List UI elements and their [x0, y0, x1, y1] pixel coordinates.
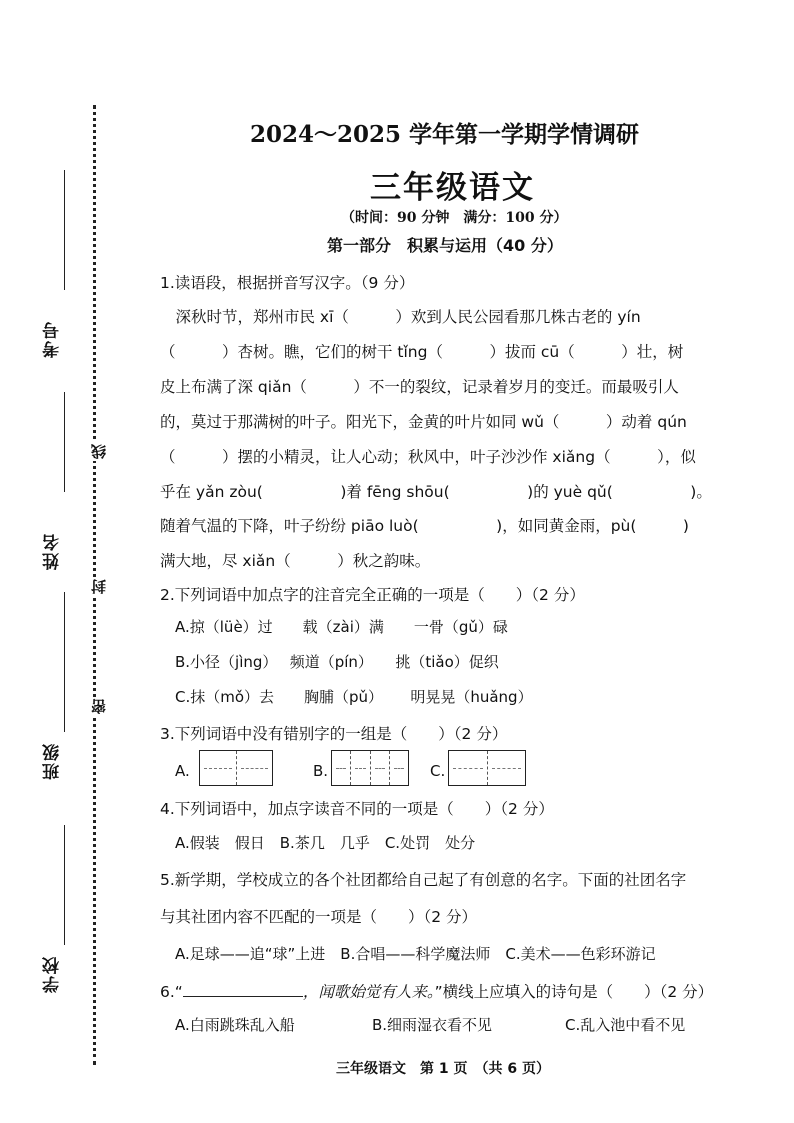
- seal-line-char: 线: [90, 444, 108, 459]
- q6-suffix: ”横线上应填入的诗句是（ ）（2 分）: [434, 983, 714, 1001]
- q3-box-c-cell: [449, 751, 488, 785]
- q4-options: A.假装 假日 B.茶几 几乎 C.处罚 处分: [175, 834, 476, 852]
- q3-word-box-b: [331, 750, 409, 786]
- q3-box-b-cell: [351, 751, 370, 785]
- name-line: [64, 392, 65, 492]
- q1-line-3: 皮上布满了深 qiǎn（ ）不一的裂纹，记录着岁月的变迁。而最吸引人: [160, 378, 679, 396]
- q3-label-b: B.: [313, 762, 329, 780]
- name-label: 姓名: [43, 532, 63, 570]
- q5-options: A.足球——追“球”上进 B.合唱——科学魔法师 C.美术——色彩环游记: [175, 945, 656, 963]
- q6-option-a: A.白雨跳珠乱入船: [175, 1016, 295, 1034]
- seal-feng-char: 封: [90, 579, 108, 594]
- q6-prefix: 6.“: [160, 983, 183, 1001]
- q1-line-4: 的，莫过于那满树的叶子。阳光下，金黄的叶片如同 wǔ（ ）动着 qún: [160, 413, 687, 431]
- q1-line-1: 深秋时节，郑州市民 xī（ ）欢到人民公园看那几株古老的 yín: [160, 308, 641, 326]
- q2-option-a: A.掠（lüè）过 载（zài）满 一骨（gǔ）碌: [175, 618, 508, 636]
- time-score: （时间：90 分钟 满分：100 分）: [341, 210, 568, 226]
- q6-quote: ，闻歌始觉有人来。: [302, 983, 435, 1001]
- q5-stem-1: 5.新学期，学校成立的各个社团都给自己起了有创意的名字。下面的社团名字: [160, 871, 687, 889]
- q2-option-b: B.小径（jìng） 频道（pín） 挑（tiǎo）促织: [175, 653, 499, 671]
- school-line: [64, 825, 65, 945]
- q3-box-a-cell: [200, 751, 237, 785]
- q3-box-b-cell: [371, 751, 390, 785]
- exam-title: 2024～2025 学年第一学期学情调研: [250, 121, 640, 148]
- class-label: 班级: [43, 742, 63, 780]
- subject-title: 三年级语文: [370, 170, 535, 206]
- q1-stem: 1.读语段，根据拼音写汉字。（9 分）: [160, 274, 415, 292]
- exam-no-line: [64, 170, 65, 290]
- q3-stem: 3.下列词语中没有错别字的一组是（ ）（2 分）: [160, 725, 508, 743]
- q3-box-a-cell: [237, 751, 273, 785]
- q3-box-b-cell: [390, 751, 408, 785]
- q1-line-8: 满大地，尽 xiǎn（ ）秋之韵味。: [160, 552, 431, 570]
- q1-line-6: 乎在 yǎn zòu( )着 fēng shōu( )的 yuè qǔ( )。: [160, 483, 712, 501]
- school-label: 学校: [43, 955, 63, 993]
- q6-option-b: B.细雨湿衣看不见: [372, 1016, 493, 1034]
- page-footer: 三年级语文 第 1 页 （共 6 页）: [336, 1061, 550, 1077]
- q3-label-a: A.: [175, 762, 190, 780]
- q3-word-box-a: [199, 750, 273, 786]
- q2-stem: 2.下列词语中加点字的注音完全正确的一项是（ ）（2 分）: [160, 586, 585, 604]
- q2-option-c: C.抹（mǒ）去 胸脯（pǔ） 明晃晃（huǎng）: [175, 688, 533, 706]
- q3-word-box-c: [448, 750, 526, 786]
- q5-stem-2: 与其社团内容不匹配的一项是（ ）（2 分）: [160, 908, 478, 926]
- seal-mi-char: 密: [90, 699, 108, 714]
- q1-line-2: （ ）杏树。瞧，它们的树干 tǐng（ ）拔而 cū（ ）壮，树: [160, 343, 684, 361]
- q6-option-c: C.乱入池中看不见: [565, 1016, 686, 1034]
- q4-stem: 4.下列词语中，加点字读音不同的一项是（ ）（2 分）: [160, 800, 554, 818]
- q1-line-5: （ ）摆的小精灵，让人心动；秋风中，叶子沙沙作 xiǎng（ ），似: [160, 448, 696, 466]
- section-heading: 第一部分 积累与运用（40 分）: [327, 236, 563, 255]
- q6-fill-blank: [183, 996, 303, 997]
- q3-box-c-cell: [488, 751, 526, 785]
- class-line: [64, 592, 65, 732]
- q3-box-b-cell: [332, 751, 351, 785]
- q1-line-7: 随着气温的下降，叶子纷纷 piāo luò( )，如同黄金雨，pù( ): [160, 517, 689, 535]
- q6-stem: [160, 980, 713, 1002]
- q3-label-c: C.: [430, 762, 446, 780]
- exam-no-label: 考号: [43, 320, 63, 358]
